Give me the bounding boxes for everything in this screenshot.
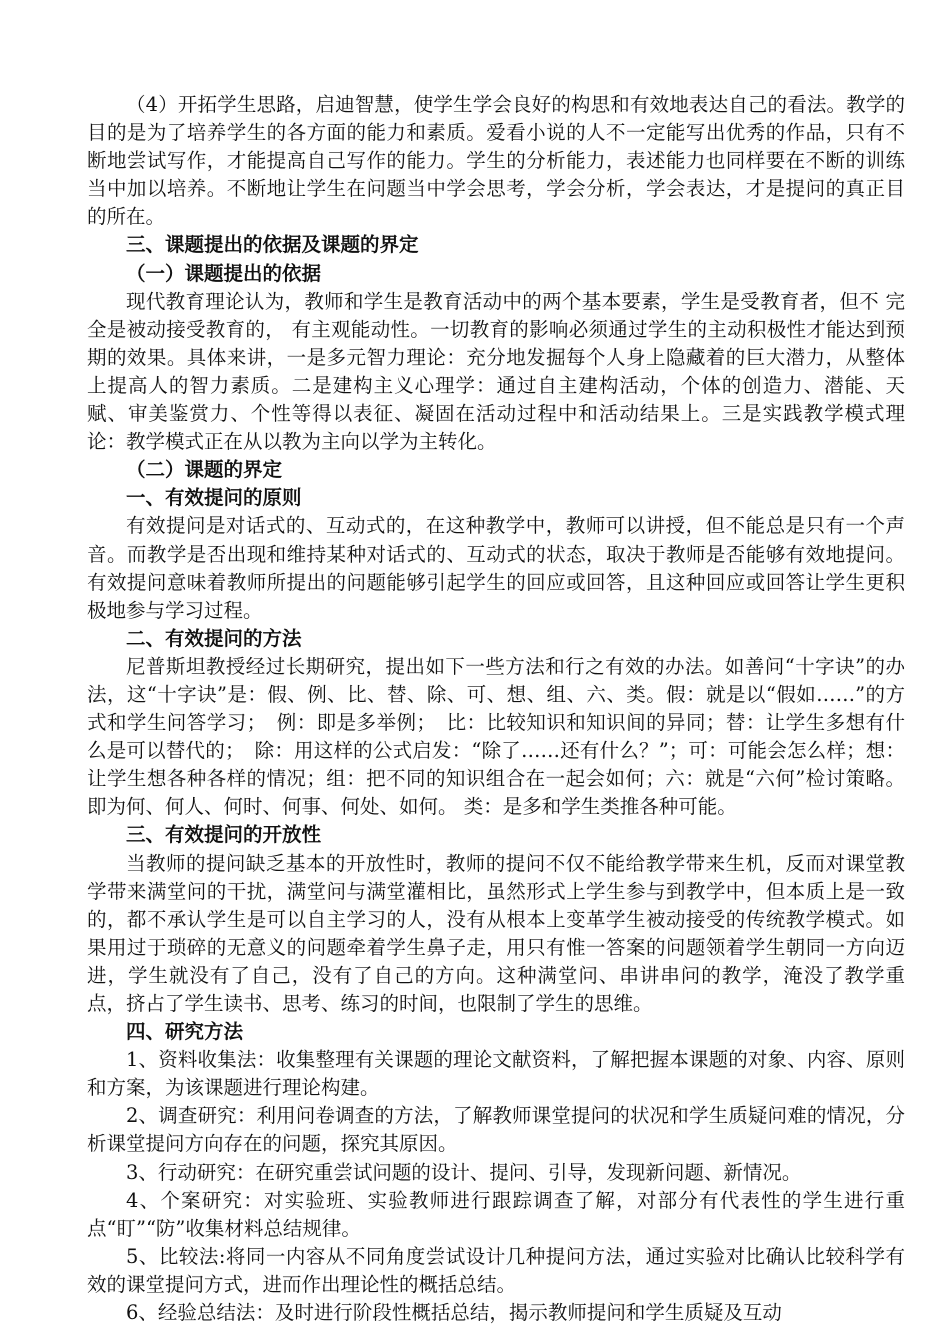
body-paragraph: 尼普斯坦教授经过长期研究，提出如下一些方法和行之有效的办法。如善问“十字诀”的办法，这“十字诀”是：假、例、比、替、除、可、想、组、六、类。假：就是以“假如……”的方式和学生问答学习； 例：即是多举例； 比：比较知识和知识间的异同；替：让学生多想有什么是可以替代的； 除：用这样的公式启发：“除了……还有什么？”；可：可能会怎么样；想：让学生想各种各样的情况；组：把不同的知识组合在一起会如何；六：就是“六何”检讨策略。即为何、何人、何时、何事、何处、如何。 类：是多和学生类推各种可能。: [87, 654, 905, 819]
method-item: 4、个案研究：对实验班、实验教师进行跟踪调查了解，对部分有代表性的学生进行重点“盯”“防”收集材料总结规律。: [87, 1188, 905, 1240]
subsection-heading: （一）课题提出的依据: [126, 261, 322, 285]
method-item: 6、经验总结法：及时进行阶段性概括总结，揭示教师提问和学生质疑及互动: [126, 1301, 782, 1325]
section-heading: 三、有效提问的开放性: [126, 823, 322, 847]
document-body: [87, 91, 905, 1327]
body-paragraph: 当教师的提问缺乏基本的开放性时，教师的提问不仅不能给教学带来生机，反而对课堂教学带来满堂问的干扰，满堂问与满堂灌相比，虽然形式上学生参与到教学中，但本质上是一致的，都不承认学生是可以自主学习的人，没有从根本上变革学生被动接受的传统教学模式。如果用过于琐碎的无意义的问题牵着学生鼻子走，用只有惟一答案的问题领着学生朝同一方向迈进，学生就没有了自己，没有了自己的方向。这种满堂问、串讲串问的教学，淹没了教学重点，挤占了学生读书、思考、练习的时间，也限制了学生的思维。: [87, 851, 905, 1015]
subsection-heading: （二）课题的界定: [126, 458, 283, 482]
section-heading: 三、课题提出的依据及课题的界定: [126, 233, 419, 257]
method-item: 1、资料收集法：收集整理有关课题的理论文献资料，了解把握本课题的对象、内容、原则和方案，为该课题进行理论构建。: [87, 1048, 905, 1100]
body-paragraph: （4）开拓学生思路，启迪智慧，使学生学会良好的构思和有效地表达自己的看法。教学的目的是为了培养学生的各方面的能力和素质。爱看小说的人不一定能写出优秀的作品，只有不断地尝试写作，才能提高自己写作的能力。学生的分析能力，表述能力也同样要在不断的训练当中加以培养。不断地让学生在问题当中学会思考，学会分析，学会表达，才是提问的真正目的所在。: [87, 93, 905, 229]
section-heading: 二、有效提问的方法: [126, 626, 302, 650]
method-item: 3、行动研究：在研究重尝试问题的设计、提问、引导，发现新问题、新情况。: [126, 1160, 802, 1184]
body-paragraph: 现代教育理论认为，教师和学生是教育活动中的两个基本要素，学生是受教育者，但不 完全是被动接受教育的， 有主观能动性。一切教育的影响必须通过学生的主动积极性才能达到预期的效果。具体来讲，一是多元智力理论：充分地发掘每个人身上隐藏着的巨大潜力，从整体上提高人的智力素质。二是建构主义心理学：通过自主建构活动，个体的创造力、潜能、天赋、审美鉴赏力、个性等得以表征、凝固在活动过程中和活动结果上。三是实践教学模式理论：教学模式正在从以教为主向以学为主转化。: [87, 289, 905, 454]
method-item: 2、调查研究：利用问卷调查的方法，了解教师课堂提问的状况和学生质疑问难的情况，分析课堂提问方向存在的问题，探究其原因。: [87, 1104, 905, 1156]
body-paragraph: 有效提问是对话式的、互动式的，在这种教学中，教师可以讲授，但不能总是只有一个声音。而教学是否出现和维持某种对话式的、互动式的状态，取决于教师是否能够有效地提问。有效提问意味着教师所提出的问题能够引起学生的回应或回答，且这种回应或回答让学生更积极地参与学习过程。: [87, 514, 905, 622]
method-item: 5、比较法:将同一内容从不同角度尝试设计几种提问方法，通过实验对比确认比较科学有效的课堂提问方式，进而作出理论性的概括总结。: [87, 1244, 905, 1296]
section-heading: 一、有效提问的原则: [126, 486, 302, 510]
section-heading: 四、研究方法: [126, 1020, 244, 1044]
